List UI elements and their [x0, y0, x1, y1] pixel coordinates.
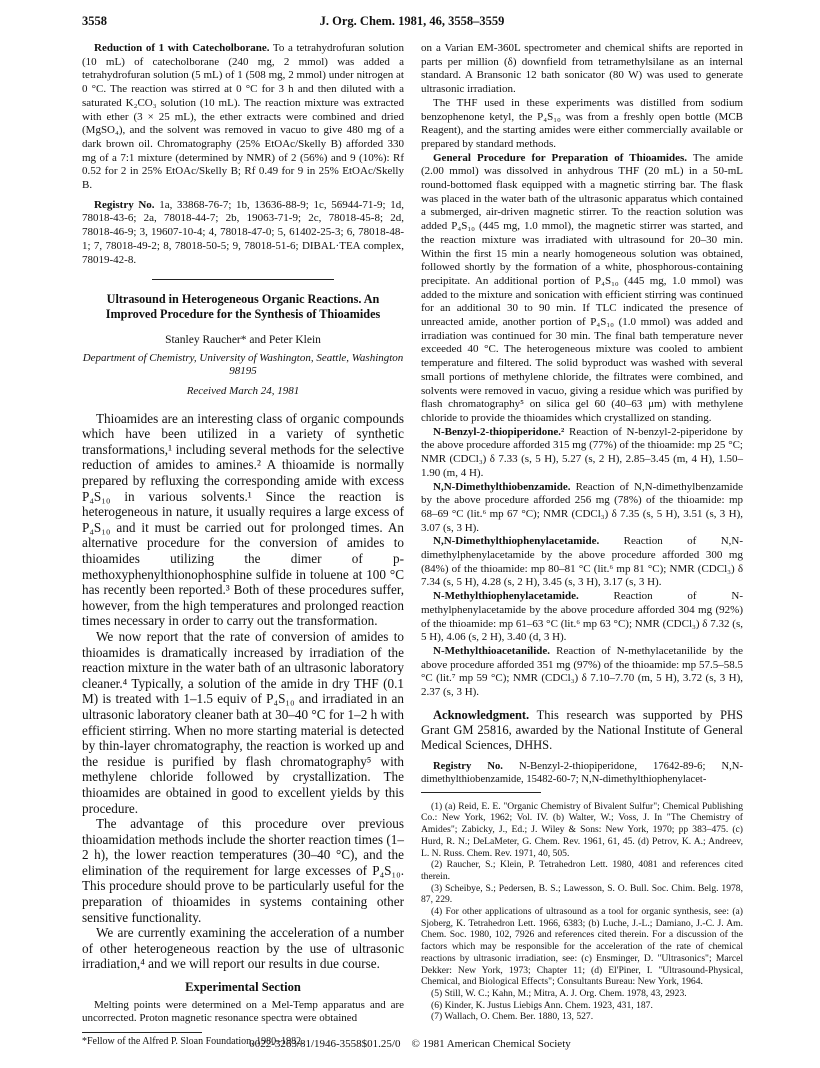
compound-1-text: Reaction of N-benzyl-2-piperidone by the above procedure afforded 315 mg (77%) of the thioamide: mp 25 °C; NMR (CDCl₃) δ 7.33 (s, 5 H), 5.27 (s, 2 H), 2.85–3.45 (m, 4 H), 1.50–1.90 (m, 4 H). [421, 425, 743, 479]
compound-5-text: Reaction of N-methylacetanilide by the above procedure afforded 351 mg (97%) of the thioamide: mp 57.5–58.5 °C (lit.⁷ mp 59 °C); NMR (CDCl₃) δ 7.10–7.70 (m, 5 H), 3.72 (s, 3 H), 2.37 (s, 3 H). [421, 644, 744, 699]
reference-6: (6) Kinder, K. Justus Liebigs Ann. Chem. 1923, 431, 187. [431, 999, 653, 1011]
references-list [421, 801, 743, 1023]
intro-paragraph-2: We now report that the rate of conversion of amides to thioamides is dramatically increased by irradiation of the reaction mixture in the water bath of an ultrasonic laboratory cleaner.⁴ Typically, a solution of the amide in dry THF (0.1 M) is treated with 1–1.5 equiv of P₄S₁₀ and irradiated in an ultrasonic laboratory cleaner bath at 30–40 °C for 1–2 h with efficient stirring. When no more starting material is detected by thin-layer chromatography, the reaction is worked up and the residue is purified by flash chromatography⁵ with methylene chloride followed by crystallization. The thioamides are obtained in good to excellent yields by this procedure. [82, 628, 404, 816]
right-column [421, 42, 743, 1023]
intro-paragraph-1: Thioamides are an interesting class of organic compounds which have been utilized in a variety of synthetic transformations,¹ including several methods for the selective reduction of amides to amines.² A thioamide is normally prepared by refluxing the corresponding amide with excess P₄S₁₀ in various solvents.¹ Since the reaction is heterogeneous in nature, it usually requires a large excess of P₄S₁₀ and it must be carried out for prolonged times. An alternative procedure for the conversion of amides to thioamides utilizing the dimer of p-methoxyphenylthionophosphine sulfide in toluene at 100 °C has recently been reported.³ Both of these procedures suffer, however, from the high temperatures and prolonged reaction times necessary in order to carry out the transformation. [82, 410, 404, 629]
experimental-text: Melting points were determined on a Mel-Temp apparatus and are uncorrected. Proton magnetic resonance spectra were obtained [82, 998, 404, 1025]
footnote-divider [82, 1032, 202, 1033]
article-authors: Stanley Raucher* and Peter Klein [165, 334, 321, 347]
introduction [82, 411, 404, 972]
registry-paragraph-right [421, 760, 743, 786]
author-affiliation: Department of Chemistry, University of Washington, Seattle, Washington 98195 [82, 351, 404, 378]
compound-1-paragraph [421, 426, 743, 481]
article-code: 0022-3263/81/1946-3558$01.25/0 [249, 1038, 401, 1050]
received-date: Received March 24, 1981 [186, 384, 300, 397]
compound-3-heading: N,N-Dimethylthiophenylacetamide. [433, 535, 600, 548]
left-column [82, 42, 404, 1048]
reference-7: (7) Wallach, O. Chem. Ber. 1880, 13, 527. [431, 1011, 594, 1023]
registry-heading-right: Registry No. [433, 760, 503, 772]
experimental-heading: Experimental Section [185, 980, 301, 995]
compound-1-heading: N-Benzyl-2-thiopiperidone.² [433, 425, 565, 438]
reference-1: (1) (a) Reid, E. E. "Organic Chemistry of Bivalent Sulfur"; Chemical Publishing Co.: New York, 1962; Vol. IV. (b) Walter, W.; Voss, J. In "The Chemistry of Amides"; Zabicky, J., Ed.; J. Wiley & Sons: New York, 1970; pp 383–475. (c) Hurd, R. N.; DeLaMeter, G. Chem. Rev. 1961, 61, 45. (d) Petrov, K. A.; Andreev, L. N. Russ. Chem. Rev. 1971, 40, 505. [421, 800, 743, 859]
reduction-heading: Reduction of 1 with Catecholborane. [94, 42, 270, 54]
reduction-text: To a tetrahydrofuran solution (10 mL) of catecholborane (240 mg, 2 mmol) was added a tetrahydrofuran solution (5 mL) of 1 (508 mg, 2 mmol) under nitrogen at 0 °C. The reaction was stirred at 0 °C for 3 h and then diluted with a saturated K₂CO₃ solution (10 mL). The reaction mixture was extracted with ether (3 × 25 mL), the ether extracts were combined and dried (MgSO₄), and the solvent was removed in vacuo to give 480 mg of a dark brown oil. Chromatography (25% EtOAc/Skelly B) afforded 330 mg of a 7:1 mixture (determined by NMR) of 2 (56%) and 9 (10%): Rf 0.52 for 2 in 25% EtOAc/Skelly B; Rf 0.49 for 9 in 25% EtOAc/Skelly B. [82, 42, 404, 192]
acknowledgment-text: This research was supported by PHS Grant GM 25816, awarded by the National Institute of General Medical Sciences, DHHS. [421, 707, 743, 752]
references-divider [421, 792, 541, 793]
compound-4-paragraph [421, 590, 743, 645]
article-title: Ultrasound in Heterogeneous Organic Reactions. An Improved Procedure for the Synthesis of Thioamides [105, 292, 381, 322]
page-footer [0, 1038, 820, 1050]
compound-3-paragraph [421, 535, 743, 590]
registry-text-left: 1a, 33868-76-7; 1b, 13636-88-9; 1c, 56944-71-9; 1d, 78018-43-6; 2a, 78018-44-7; 2b, 19063-71-9; 2c, 78018-45-8; 2d, 78018-46-9; 3, 19607-10-4; 4, 78018-47-0; 5, 61402-25-3; 6, 78018-48-1; 7, 78018-49-2; 8, 78018-50-5; 9, 78018-51-6; DIBAL·TEA complex, 78019-42-8. [82, 198, 405, 266]
reference-3: (3) Scheibye, S.; Pedersen, B. S.; Lawesson, S. O. Bull. Soc. Chim. Belg. 1978, 87, 229. [421, 882, 743, 906]
general-procedure-text: The amide (2.00 mmol) was dissolved in anhydrous THF (20 mL) in a 50-mL round-bottomed flask equipped with a magnetic stirring bar. The flask was placed in the water bath of the ultrasonic apparatus which contained a submerged, air-driven magnetic stirrer. To the reaction solution was added P₄S₁₀ (445 mg, 1.0 mmol), the magnetic stirrer was started, and the reaction mixture was irradiated with ultrasound for 20–30 min. Within the first 15 min a nearly homogeneous solution was obtained, followed shortly by the formation of a white, phosphorous-containing precipitate. An additional portion of P₄S₁₀ (445 mg, 1.0 mmol) was added to the mixture and sonication with efficient stirring was continued for an additional 30 to 90 min. If TLC indicated the presence of unreacted amide, another portion of P₄S₁₀ (1.0 mmol) was added and irradiation was continued for 30 min. The final bath temperature never exceeded 40 °C. The heterogeneous mixture was cooled to ambient temperature and filtered. The solid byproduct was washed with several small portions of methylene chloride, the filtrates were combined, and solvents were removed in vacuo, giving a residue which was purified by flash chromatography⁵ on silica gel 60 (40–63 μm) with methylene chloride to provide the thioamides which crystallized on standing. [421, 151, 743, 424]
running-head [82, 14, 742, 32]
thf-paragraph: The THF used in these experiments was distilled from sodium benzophenone ketyl, the P₄S₁₀ was from a freshly open bottle (MCB Reagent), and the starting amides were either commercially available or prepared by standard methods. [421, 96, 743, 150]
intro-paragraph-3: The advantage of this procedure over previous thioamidation methods include the shorter reaction times (1–2 h), the lower reaction temperatures (30–40 °C), and the elimination of the requirement for large excesses of P₄S₁₀. This procedure should prove to be particularly useful for the preparation of thioamides in systems containing other sensitive functionality. [82, 816, 404, 925]
general-procedure-heading: General Procedure for Preparation of Thioamides. [433, 151, 688, 164]
registry-text-right: N-Benzyl-2-thiopiperidone, 17642-89-6; N,N-dimethylthiobenzamide, 15482-60-7; N,N-dimethylthiophenylacet- [421, 760, 743, 785]
compound-2-text: Reaction of N,N-dimethylbenzamide by the above procedure afforded 256 mg (78%) of the thioamide: mp 68–69 °C (lit.⁶ mp 67 °C); NMR (CDCl₃) δ 7.35 (s, 5 H), 3.51 (s, 3 H), 3.07 (s, 3 H). [421, 480, 743, 534]
journal-citation: J. Org. Chem. 1981, 46, 3558–3559 [319, 14, 505, 28]
reduction-paragraph [82, 42, 404, 193]
compound-4-text: Reaction of N-methylphenylacetamide by the above procedure afforded 304 mg (92%) of the thioamide: mp 61–63 °C (lit.⁶ mp 63 °C); NMR (CDCl₃) δ 7.32 (s, 5 H), 4.06 (s, 2 H), 3.40 (d, 3 H). [421, 590, 743, 644]
reference-2: (2) Raucher, S.; Klein, P. Tetrahedron Lett. 1980, 4081 and references cited therein. [421, 859, 743, 882]
registry-block-right [421, 760, 743, 786]
article-divider [152, 279, 334, 280]
reference-5: (5) Still, W. C.; Kahn, M.; Mitra, A. J. Org. Chem. 1978, 43, 2923. [431, 988, 687, 999]
intro-paragraph-4: We are currently examining the acceleration of a number of other heterogeneous reaction by the use of ultrasonic irradiation,⁴ and we will report our results in due course. [82, 925, 404, 972]
page-number: 3558 [82, 14, 107, 28]
copyright-notice: © 1981 American Chemical Society [411, 1038, 571, 1050]
nmr-paragraph: on a Varian EM-360L spectrometer and chemical shifts are reported in parts per million (δ) downfield from tetramethylsilane as an internal standard. A Bransonic 12 bath sonicator (80 W) was used to generate ultrasonic irradiation. [421, 42, 743, 96]
acknowledgment-paragraph [421, 708, 743, 753]
acknowledgment-heading: Acknowledgment. [433, 707, 530, 722]
compound-4-heading: N-Methylthiophenylacetamide. [433, 590, 579, 603]
reference-4: (4) For other applications of ultrasound as a tool for organic synthesis, see: (a) Sjoberg, K. Tetrahedron Lett. 1966, 6383; (b) Luche, J.-L.; Damiano, J.-C. J. Am. Chem. Soc. 1980, 102, 7926 and references cited therein. For a discussion of the factors which may be responsible for the acceleration of the rate of chemical reactions by ultrasonic irradiation, see: (c) Ensminger, D. "Ultrasonics"; Marcel Dekker: New York, 1973; Chapter 11; (d) El'Piner, I. "Ultrasound-Physical, Chemical, and Biological Effects"; Consultants Bureau: New York, 1964. [421, 906, 743, 988]
compound-2-heading: N,N-Dimethylthiobenzamide. [433, 480, 571, 493]
registry-heading-left: Registry No. [94, 198, 155, 211]
compound-3-text: Reaction of N,N-dimethylphenylacetamide by the above procedure afforded 300 mg (84%) of the thioamide: mp 80–81 °C (lit.⁶ mp 81 °C); NMR (CDCl₃) δ 7.34 (s, 5 H), 4.28 (s, 2 H), 3.45 (s, 3 H), 3.17 (s, 3 H). [421, 535, 743, 589]
compound-5-paragraph [421, 645, 743, 700]
registry-paragraph-left [82, 199, 404, 268]
compound-5-heading: N-Methylthioacetanilide. [433, 644, 551, 657]
general-procedure-paragraph [421, 152, 743, 426]
author-footnote: *Fellow of the Alfred P. Sloan Foundation, 1980–1982. [82, 1036, 304, 1048]
acknowledgment-block [421, 708, 743, 753]
compound-2-paragraph [421, 481, 743, 536]
